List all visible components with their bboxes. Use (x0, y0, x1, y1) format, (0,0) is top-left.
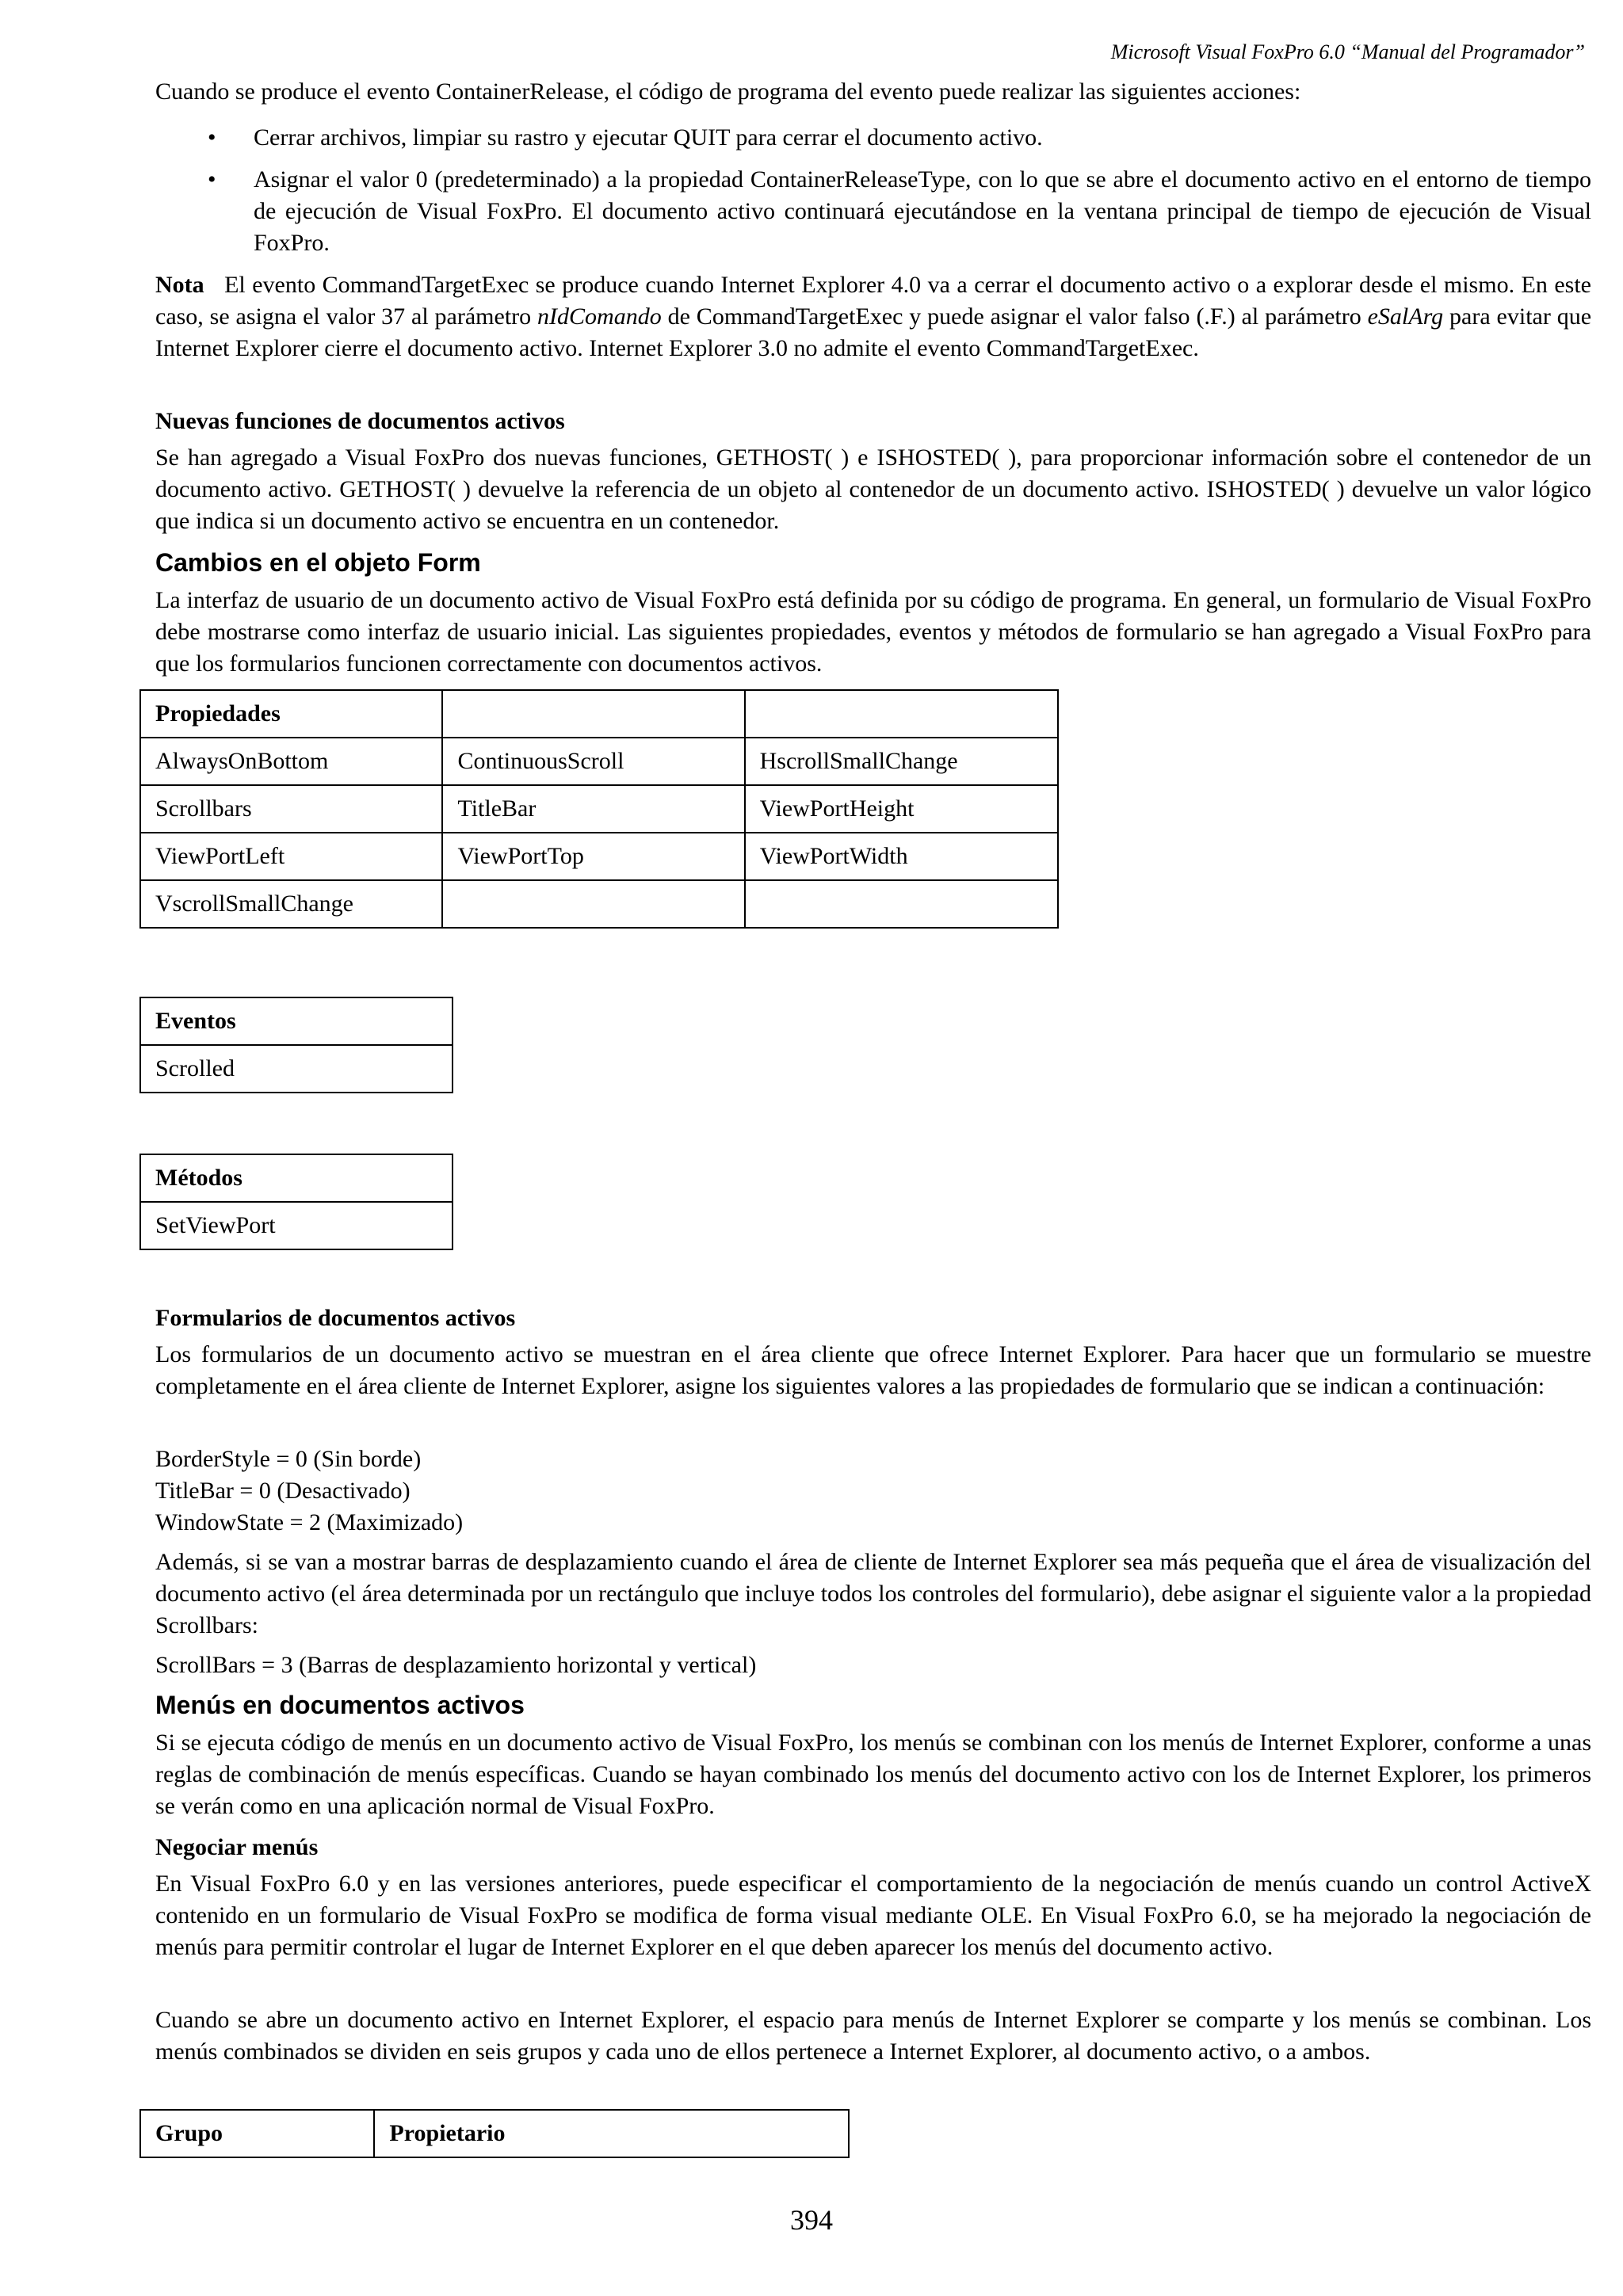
setting-line: TitleBar = 0 (Desactivado) (155, 1478, 411, 1504)
table-row (140, 1045, 453, 1093)
table-cell: HscrollSmallChange (745, 738, 1058, 785)
menus-paragraph: Si se ejecuta código de menús en un documento activo de Visual FoxPro, los menús se combinan con los menús de Internet Explorer, conforme a unas reglas de combinación de menús específicas. Cuando se hayan combinado los menús del documento activo con los de Internet Explorer, los primeros se verán como en una aplicación normal de Visual FoxPro. (155, 1730, 1591, 1819)
table-cell: ContinuousScroll (442, 738, 744, 785)
bullet-item-1: Cerrar archivos, limpiar su rastro y ejecutar QUIT para cerrar el documento activo. (254, 124, 1043, 151)
group-owner-table (139, 2109, 850, 2158)
table-header-row (140, 2110, 849, 2157)
table-cell: AlwaysOnBottom (140, 738, 442, 785)
note-text-2: de CommandTargetExec y puede asignar el valor falso (.F.) al parámetro (667, 303, 1361, 330)
table-header-cell: Grupo (140, 2110, 374, 2157)
table-cell (745, 880, 1058, 928)
table-cell: TitleBar (442, 785, 744, 833)
table-cell: SetViewPort (140, 1202, 453, 1249)
page-number: 394 (790, 2204, 833, 2236)
forms-active-heading: Formularios de documentos activos (155, 1305, 516, 1331)
table-cell: VscrollSmallChange (140, 880, 442, 928)
table-header-cell: Propiedades (140, 690, 442, 738)
table-row (140, 833, 1058, 880)
menus-heading: Menús en documentos activos (155, 1691, 525, 1719)
table-cell: ViewPortLeft (140, 833, 442, 880)
table-cell (442, 880, 744, 928)
table-row (140, 1202, 453, 1249)
functions-heading: Nuevas funciones de documentos activos (155, 408, 565, 434)
forms-active-paragraph: Los formularios de un documento activo se muestran en el área cliente que ofrece Internet Explorer. Para hacer que un formulario se muestre completamente en el área cliente de Internet Explorer, asigne los siguientes valores a las propiedades de formulario que se indican a continuación: (155, 1341, 1591, 1399)
table-header-cell: Eventos (140, 997, 453, 1045)
note-text-3: para evitar que Internet Explorer cierre el documento activo. Internet Explorer 3.0 no admite el evento CommandTargetExec. (155, 303, 1592, 361)
table-cell: Scrollbars (140, 785, 442, 833)
table-cell: ViewPortWidth (745, 833, 1058, 880)
methods-table (139, 1154, 453, 1250)
bullet-icon: • (208, 124, 216, 151)
table-header-cell: Propietario (374, 2110, 849, 2157)
table-row (140, 738, 1058, 785)
negotiate-paragraph-2: Cuando se abre un documento activo en Internet Explorer, el espacio para menús de Internet Explorer se comparte y los menús se combinan. Los menús combinados se dividen en seis grupos y cada uno de ellos pertenece a Internet Explorer, al documento activo, o a ambos. (155, 2007, 1591, 2065)
note-paragraph (155, 269, 1591, 364)
table-row (140, 785, 1058, 833)
table-header-row (140, 690, 1058, 738)
table-header-row (140, 997, 453, 1045)
running-header: Microsoft Visual FoxPro 6.0 “Manual del Programador” (1110, 40, 1585, 63)
table-header-cell (442, 690, 744, 738)
note-label: Nota (155, 272, 204, 298)
bullet-item-2: Asignar el valor 0 (predeterminado) a la propiedad ContainerReleaseType, con lo que se abre el documento activo en el entorno de tiempo de ejecución de Visual FoxPro. El documento activo continuará ejecutándose en la ventana principal de tiempo de ejecución de Visual FoxPro. (254, 166, 1591, 256)
negotiate-paragraph: En Visual FoxPro 6.0 y en las versiones anteriores, puede especificar el comportamiento de la negociación de menús cuando un control ActiveX contenido en un formulario de Visual FoxPro se modifica de forma visual mediante OLE. En Visual FoxPro 6.0, se ha mejorado la negociación de menús para permitir controlar el lugar de Internet Explorer en el que deben aparecer los menús del documento activo. (155, 1871, 1591, 1960)
properties-table (139, 689, 1059, 929)
setting-line: BorderStyle = 0 (Sin borde) (155, 1446, 422, 1472)
table-header-cell: Métodos (140, 1154, 453, 1202)
note-param-1: nIdComando (537, 303, 662, 330)
form-heading: Cambios en el objeto Form (155, 548, 481, 577)
note-text-1: El evento CommandTargetExec se produce cuando Internet Explorer 4.0 va a cerrar el documento activo o a explorar desde el mismo. En este caso, se asigna el valor 37 al parámetro (155, 272, 1591, 330)
scrollbars-setting: ScrollBars = 3 (Barras de desplazamiento horizontal y vertical) (155, 1652, 757, 1678)
events-table (139, 997, 453, 1093)
bullet-icon: • (208, 166, 216, 193)
table-cell: Scrolled (140, 1045, 453, 1093)
table-header-row (140, 1154, 453, 1202)
table-header-cell (745, 690, 1058, 738)
table-cell: ViewPortHeight (745, 785, 1058, 833)
functions-paragraph: Se han agregado a Visual FoxPro dos nuevas funciones, GETHOST( ) e ISHOSTED( ), para proporcionar información sobre el contenedor de un documento activo. GETHOST( ) devuelve la referencia de un objeto al contenedor de un documento activo. ISHOSTED( ) devuelve un valor lógico que indica si un documento activo se encuentra en un contenedor. (155, 444, 1591, 534)
intro-paragraph: Cuando se produce el evento ContainerRelease, el código de programa del evento puede realizar las siguientes acciones: (155, 78, 1301, 105)
table-row (140, 880, 1058, 928)
setting-line: WindowState = 2 (Maximizado) (155, 1509, 464, 1535)
scrollbars-paragraph: Además, si se van a mostrar barras de desplazamiento cuando el área de cliente de Internet Explorer sea más pequeña que el área de visualización del documento activo (el área determinada por un rectángulo que incluye todos los controles del formulario), debe asignar el siguiente valor a la propiedad Scrollbars: (155, 1549, 1591, 1638)
table-cell: ViewPortTop (442, 833, 744, 880)
negotiate-heading: Negociar menús (155, 1834, 319, 1860)
form-paragraph: La interfaz de usuario de un documento activo de Visual FoxPro está definida por su código de programa. En general, un formulario de Visual FoxPro debe mostrarse como interfaz de usuario inicial. Las siguientes propiedades, eventos y métodos de formulario se han agregado a Visual FoxPro para que los formularios funcionen correctamente con documentos activos. (155, 587, 1591, 677)
note-param-2: eSalArg (1367, 303, 1444, 330)
